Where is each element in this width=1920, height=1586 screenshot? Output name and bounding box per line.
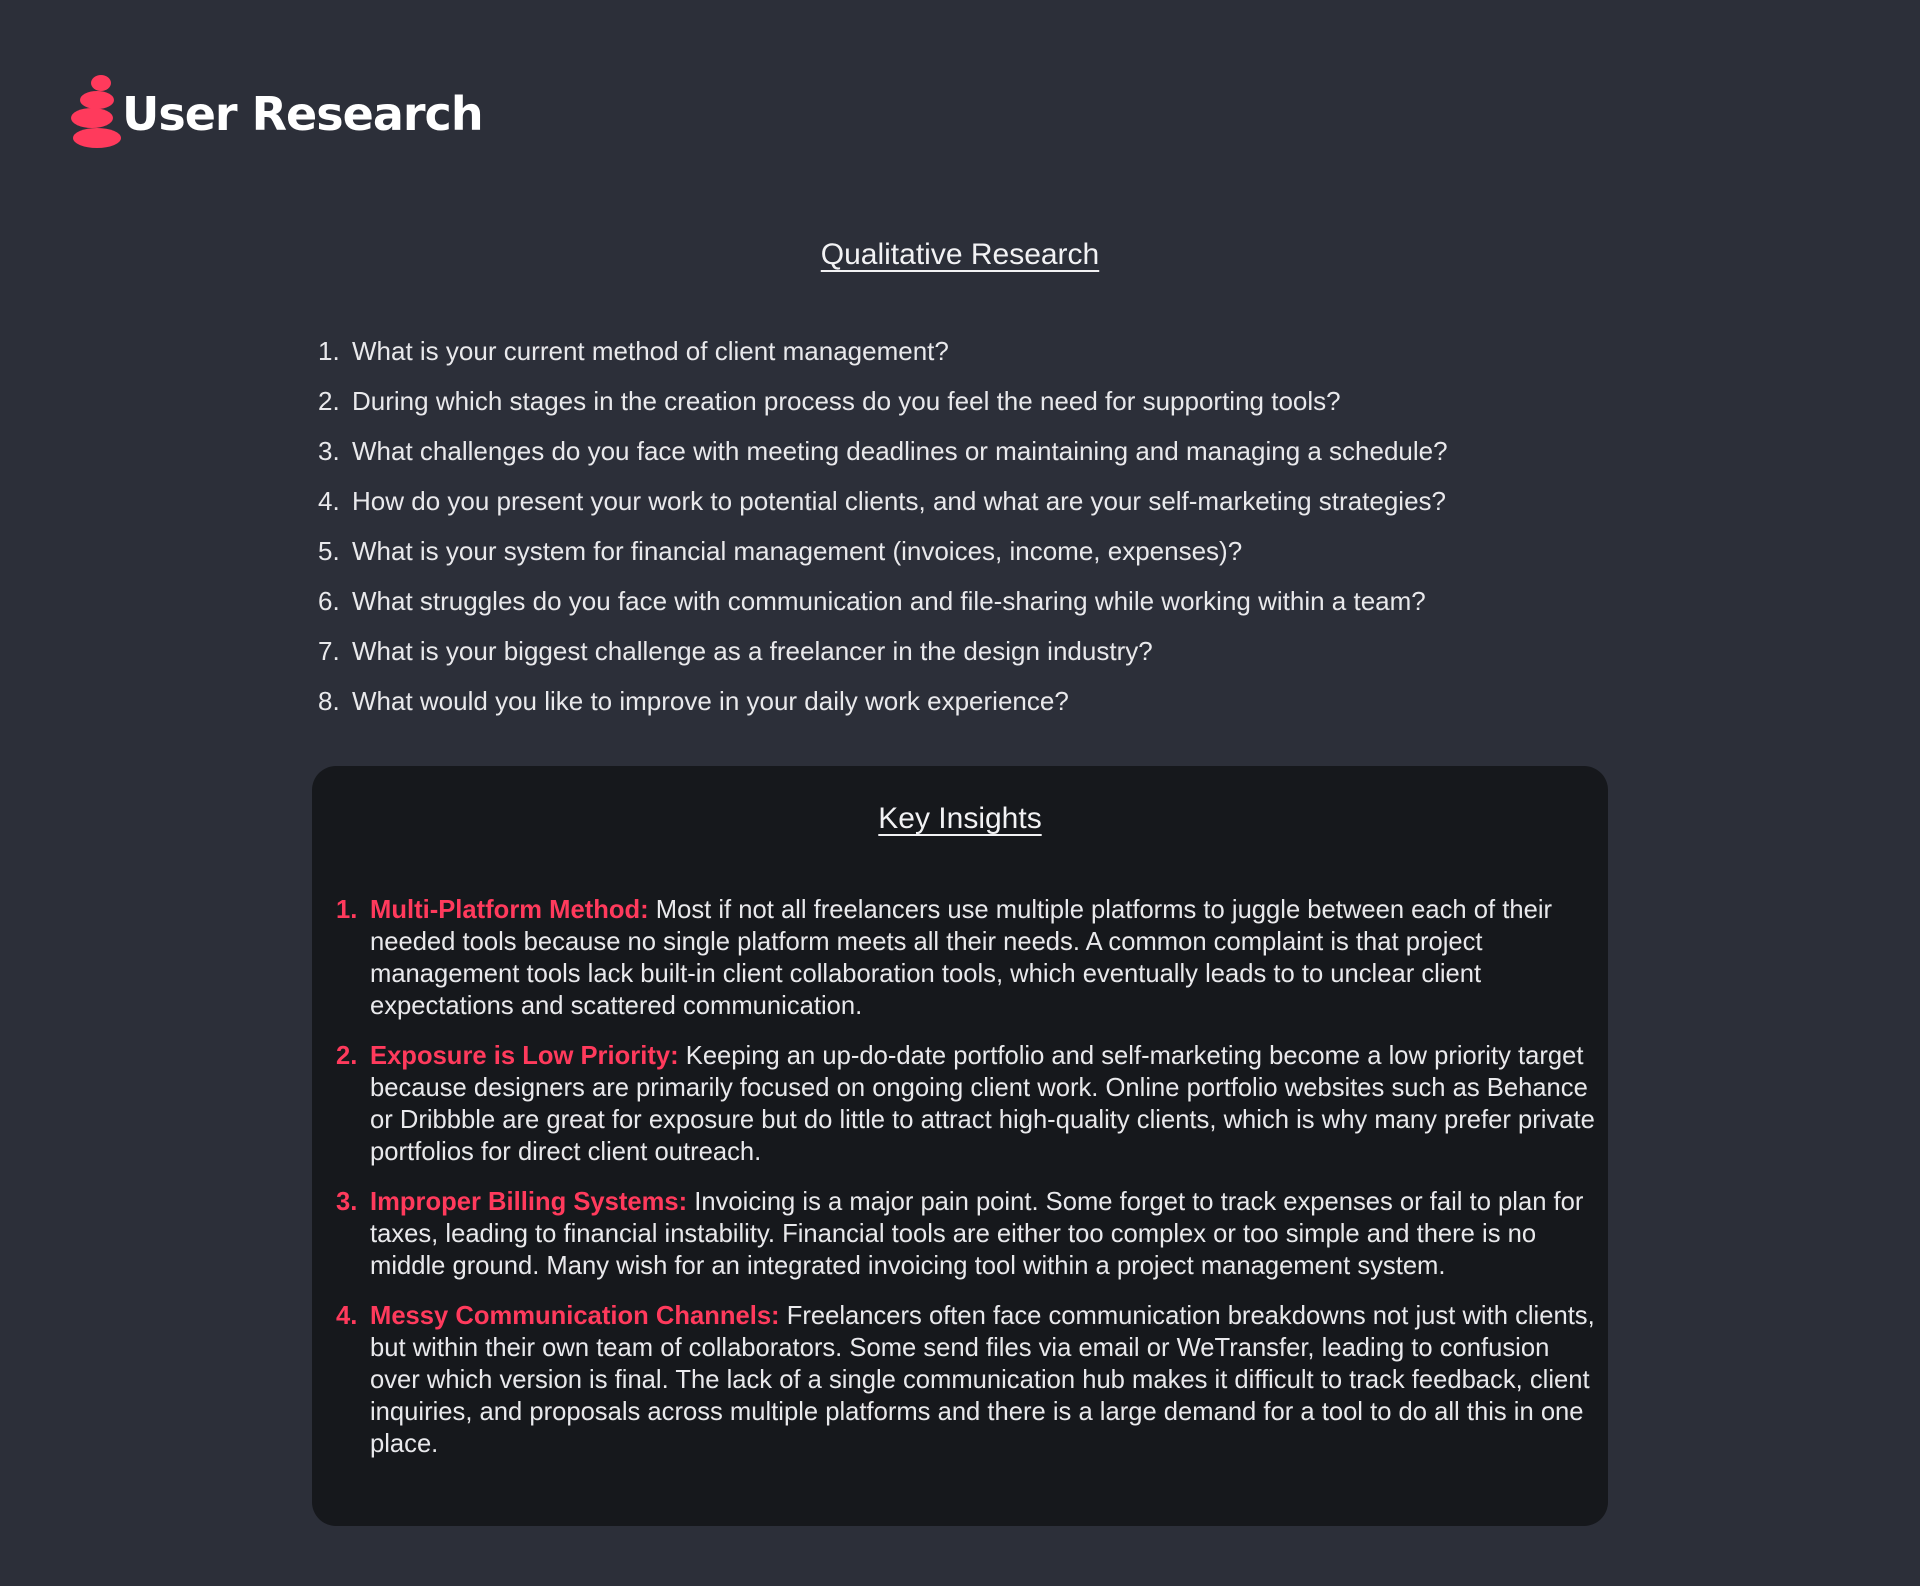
question-item: [318, 676, 1618, 726]
insight-heading: Messy Communication Channels:: [370, 1302, 780, 1330]
brand-header: [70, 72, 483, 152]
insight-heading: Exposure is Low Priority:: [370, 1042, 679, 1070]
insight-heading: Improper Billing Systems:: [370, 1188, 688, 1216]
qualitative-research-title: Qualitative Research: [820, 238, 1100, 271]
question-item: [318, 426, 1618, 476]
question-number: 6.: [318, 586, 340, 616]
insight-text: [370, 1186, 1606, 1282]
question-item: [318, 476, 1618, 526]
insight-heading: Multi-Platform Method:: [370, 896, 649, 924]
brand-title: User Research: [122, 87, 483, 141]
insight-text: [370, 894, 1606, 1022]
key-insights-title: Key Insights: [878, 802, 1042, 835]
stacked-stones-logo-icon: [70, 72, 126, 152]
key-insights-card: [312, 766, 1608, 1526]
insight-number: 3.: [336, 1188, 358, 1216]
question-text: What is your biggest challenge as a freelancer in the design industry?: [352, 636, 1153, 666]
question-number: 8.: [318, 686, 340, 716]
insight-item: [336, 894, 1606, 1022]
insight-item: [336, 1186, 1606, 1282]
insight-body: Invoicing is a major pain point. Some forget to track expenses or fail to plan for taxes, leading to financial instability. Financial tools are either too complex or too simple and there is no middle ground. Many wish for an integrated invoicing tool within a project management system.: [370, 1188, 1584, 1280]
question-list: [318, 326, 1618, 726]
insight-body: Freelancers often face communication breakdowns not just with clients, but within their own team of collaborators. Some send files via email or WeTransfer, leading to confusion over which version is final. The lack of a single communication hub makes it difficult to track feedback, client inquiries, and proposals across multiple platforms and there is a large demand for a tool to do all this in one place.: [370, 1302, 1595, 1458]
question-text: What is your current method of client management?: [352, 336, 949, 366]
question-item: [318, 326, 1618, 376]
question-text: How do you present your work to potential clients, and what are your self-marketing strategies?: [352, 486, 1446, 516]
question-text: What would you like to improve in your daily work experience?: [352, 686, 1069, 716]
question-number: 2.: [318, 386, 340, 416]
insight-number: 2.: [336, 1042, 358, 1070]
question-item: [318, 576, 1618, 626]
question-text: What is your system for financial management (invoices, income, expenses)?: [352, 536, 1243, 566]
question-text: What challenges do you face with meeting deadlines or maintaining and managing a schedule?: [352, 436, 1448, 466]
question-number: 1.: [318, 336, 340, 366]
question-text: What struggles do you face with communication and file-sharing while working within a team?: [352, 586, 1426, 616]
insight-body: Most if not all freelancers use multiple platforms to juggle between each of their needed tools because no single platform meets all their needs. A common complaint is that project management tools lack built-in client collaboration tools, which eventually leads to to unclear client expectations and scattered communication.: [370, 896, 1553, 1020]
insight-text: [370, 1300, 1606, 1460]
question-text: During which stages in the creation process do you feel the need for supporting tools?: [352, 386, 1341, 416]
insight-list: [336, 894, 1606, 1478]
question-item: [318, 526, 1618, 576]
insight-item: [336, 1040, 1606, 1168]
question-number: 4.: [318, 486, 340, 516]
insight-body: Keeping an up-do-date portfolio and self-marketing become a low priority target because designers are primarily focused on ongoing client work. Online portfolio websites such as Behance or Dribbble are great for exposure but do little to attract high-quality clients, which is why many prefer private portfolios for direct client outreach.: [370, 1042, 1595, 1166]
question-number: 5.: [318, 536, 340, 566]
insight-number: 4.: [336, 1302, 358, 1330]
insight-text: [370, 1040, 1606, 1168]
insight-item: [336, 1300, 1606, 1460]
question-item: [318, 376, 1618, 426]
insight-number: 1.: [336, 896, 358, 924]
question-item: [318, 626, 1618, 676]
question-number: 7.: [318, 636, 340, 666]
question-number: 3.: [318, 436, 340, 466]
